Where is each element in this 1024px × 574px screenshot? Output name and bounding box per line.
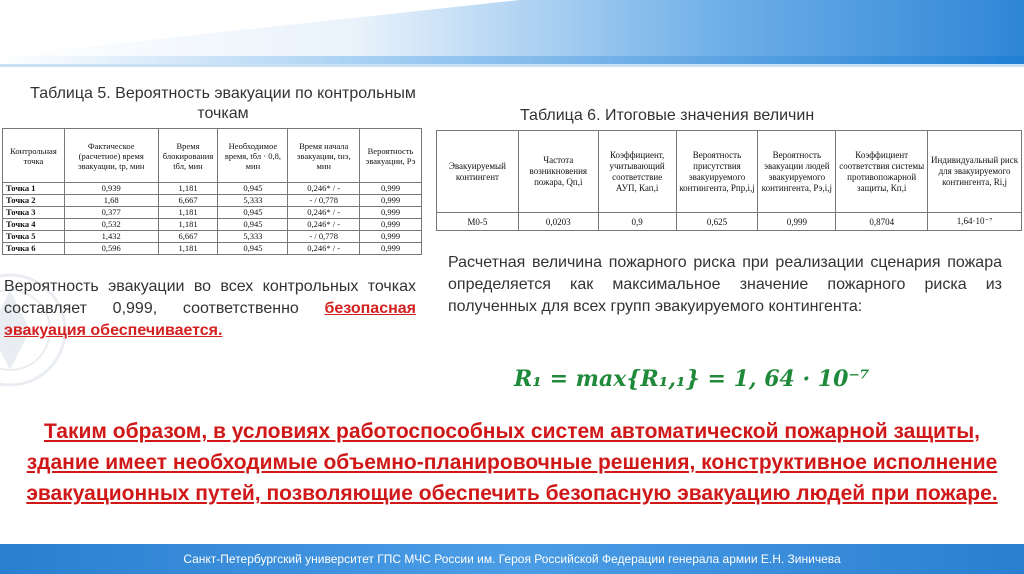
table-cell: 1,181 (158, 183, 218, 195)
table6-header: Вероятность эвакуации людей эвакуируемого контингента, Рэ,i,j (758, 131, 836, 213)
table5-header: Необходимое время, tбл · 0,8, мин (218, 129, 288, 183)
table-cell: 0,999 (360, 231, 422, 243)
table-row (437, 213, 1022, 231)
table-cell: 5,333 (218, 195, 288, 207)
table-row (3, 195, 422, 207)
risk-formula: R₁ = max{R₁,₁} = 1, 64 · 10⁻⁷ (514, 366, 870, 392)
table-cell: 0,999 (360, 207, 422, 219)
table-cell: 1,181 (158, 243, 218, 255)
table-cell: 0,0203 (518, 213, 598, 231)
table-cell: М0-5 (437, 213, 519, 231)
table6-header: Коэффициент, учитывающий соответствие АУП, Кап,i (598, 131, 676, 213)
table6-header: Вероятность присутствия эвакуируемого контингента, Рпр,i,j (676, 131, 758, 213)
table-cell: 0,8704 (836, 213, 928, 231)
table-cell: 0,596 (64, 243, 158, 255)
footer-bar (0, 544, 1024, 574)
fire-risk-paragraph: Расчетная величина пожарного риска при реализации сценария пожара определяется как максимальное значение пожарного риска из полученных для всех групп эвакуируемого контингента: (448, 254, 1002, 315)
table-cell: 0,246* / - (288, 243, 360, 255)
safe-evacuation-highlight: безопасная эвакуация обеспечивается. (4, 300, 416, 339)
table6-header-row (437, 131, 1022, 213)
table-cell: 0,939 (64, 183, 158, 195)
table-cell: 0,532 (64, 219, 158, 231)
conclusion-text: Таким образом, в условиях работоспособных систем автоматической пожарной защиты, здание имеет необходимые объемно-планировочные решения, конструктивное исполнение эвакуационных путей, позволяющие обеспечить безопасную эвакуацию людей при пожаре. (26, 420, 998, 505)
table5-header: Время начала эвакуации, tнэ, мин (288, 129, 360, 183)
table-cell: Точка 1 (3, 183, 65, 195)
table6-final-values (436, 130, 1022, 231)
paragraph-text: Вероятность эвакуации во всех контрольных точках составляет 0,999, соответственно (4, 278, 416, 317)
table5-header-row (3, 129, 422, 183)
table-cell: 0,999 (360, 219, 422, 231)
table-cell: 0,999 (360, 243, 422, 255)
header-stripe (0, 56, 1024, 64)
table-cell: 0,999 (360, 195, 422, 207)
table5-evacuation-probability (2, 128, 422, 255)
table-cell: - / 0,778 (288, 231, 360, 243)
table6-header: Коэффициент соответствия системы противопожарной защиты, Кп,i (836, 131, 928, 213)
footer-university: Санкт-Петербургский университет ГПС МЧС России им. Героя Российской Федерации генерала армии Е.Н. Зиничева (183, 552, 841, 566)
table-cell: 0,246* / - (288, 207, 360, 219)
table-cell: 1,432 (64, 231, 158, 243)
table-row (3, 219, 422, 231)
table-cell: 0,9 (598, 213, 676, 231)
table5-header: Время блокирования tбл, мин (158, 129, 218, 183)
table-cell: 0,625 (676, 213, 758, 231)
table-row (3, 243, 422, 255)
table-cell: Точка 4 (3, 219, 65, 231)
table6-header: Частота возникновения пожара, Qп,i (518, 131, 598, 213)
table-cell: 0,246* / - (288, 219, 360, 231)
table-cell: 0,377 (64, 207, 158, 219)
table-row (3, 183, 422, 195)
table-cell: 0,945 (218, 219, 288, 231)
table-cell: 6,667 (158, 195, 218, 207)
table-cell: 0,246* / - (288, 183, 360, 195)
table-cell: 1,68 (64, 195, 158, 207)
table5-caption: Таблица 5. Вероятность эвакуации по контрольным точкам (30, 85, 416, 122)
table-cell: 1,181 (158, 219, 218, 231)
header-stripe-light (0, 64, 1024, 67)
table5-header: Фактическое (расчетное) время эвакуации, tр, мин (64, 129, 158, 183)
table6-header: Индивидуальный риск для эвакуируемого контингента, Ri,j (928, 131, 1022, 213)
evacuation-probability-paragraph (4, 276, 416, 342)
table-cell: 0,945 (218, 183, 288, 195)
table-cell: Точка 2 (3, 195, 65, 207)
table5-header: Контрольная точка (3, 129, 65, 183)
table-row (3, 231, 422, 243)
table6-header: Эвакуируемый контингент (437, 131, 519, 213)
table-cell: Точка 6 (3, 243, 65, 255)
table6-caption: Таблица 6. Итоговые значения величин (520, 107, 815, 124)
table-cell: 0,945 (218, 243, 288, 255)
table5-header: Вероятность эвакуации, Рэ (360, 129, 422, 183)
table-cell: 6,667 (158, 231, 218, 243)
table-cell: 5,333 (218, 231, 288, 243)
table-cell: Точка 5 (3, 231, 65, 243)
table-cell: 0,945 (218, 207, 288, 219)
table-cell: 1,181 (158, 207, 218, 219)
table-cell: 1,64·10⁻⁷ (928, 213, 1022, 231)
table-cell: 0,999 (360, 183, 422, 195)
table-row (3, 207, 422, 219)
header-white-wedge (0, 0, 520, 56)
table-cell: - / 0,778 (288, 195, 360, 207)
table-cell: 0,999 (758, 213, 836, 231)
table-cell: Точка 3 (3, 207, 65, 219)
